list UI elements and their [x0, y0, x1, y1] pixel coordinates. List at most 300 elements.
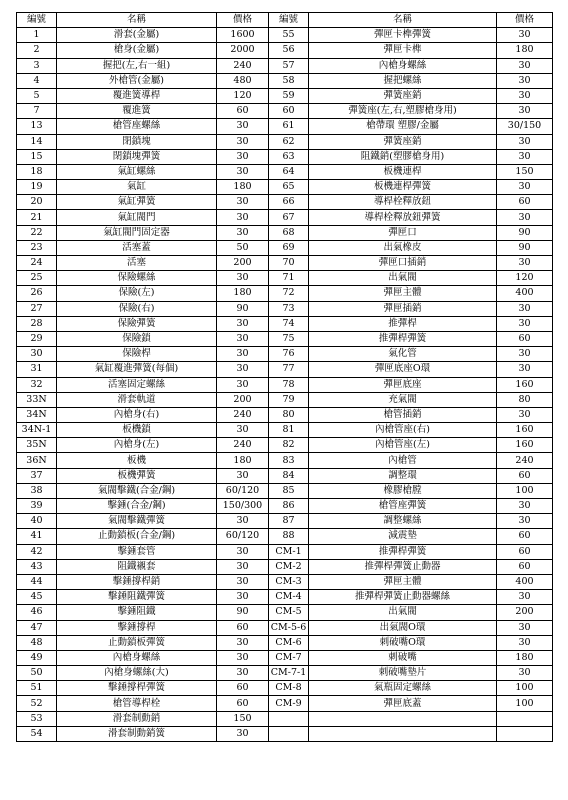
left-name-cell: 擊錘(合金/鋼)	[57, 499, 217, 514]
right-price-cell: 400	[497, 286, 553, 301]
left-price-cell: 180	[217, 453, 269, 468]
left-price-cell: 30	[217, 316, 269, 331]
right-price-cell: 160	[497, 377, 553, 392]
right-number-cell: 58	[269, 73, 309, 88]
table-row	[17, 605, 553, 620]
right-number-cell: 84	[269, 468, 309, 483]
left-number-cell: 34N	[17, 407, 57, 422]
right-name-cell: 推彈桿彈簧止動器	[309, 559, 497, 574]
left-price-cell: 150/300	[217, 499, 269, 514]
left-price-cell: 180	[217, 286, 269, 301]
right-number-cell: 72	[269, 286, 309, 301]
left-price-cell: 180	[217, 180, 269, 195]
left-name-cell: 槍管導桿栓	[57, 696, 217, 711]
right-number-cell: 83	[269, 453, 309, 468]
right-price-cell: 240	[497, 453, 553, 468]
right-price-cell: 150	[497, 164, 553, 179]
left-number-cell: 19	[17, 180, 57, 195]
right-number-cell: 74	[269, 316, 309, 331]
left-price-cell: 30	[217, 271, 269, 286]
right-name-cell: 刺破嘴O環	[309, 635, 497, 650]
right-name-cell: 槍管插銷	[309, 407, 497, 422]
left-name-cell: 保險鎖	[57, 331, 217, 346]
left-number-cell: 2	[17, 43, 57, 58]
left-number-cell: 21	[17, 210, 57, 225]
right-price-cell: 30	[497, 362, 553, 377]
right-number-cell: 88	[269, 529, 309, 544]
table-row	[17, 453, 553, 468]
left-number-cell: 29	[17, 331, 57, 346]
right-name-cell: 槍帶環 塑膠/金屬	[309, 119, 497, 134]
table-row	[17, 271, 553, 286]
left-name-cell: 擊錘撐桿彈簧	[57, 681, 217, 696]
right-name-cell: 內槍管座(右)	[309, 423, 497, 438]
right-name-cell: 槍管座彈簧	[309, 499, 497, 514]
table-row	[17, 377, 553, 392]
table-row	[17, 696, 553, 711]
right-number-cell: 85	[269, 483, 309, 498]
right-price-cell: 30	[497, 28, 553, 43]
left-number-cell: 40	[17, 514, 57, 529]
left-name-cell: 滑套制動銷	[57, 711, 217, 726]
left-name-cell: 內槍身螺絲	[57, 650, 217, 665]
left-name-cell: 外槍管(金屬)	[57, 73, 217, 88]
right-price-cell: 160	[497, 423, 553, 438]
left-price-cell: 30	[217, 726, 269, 741]
right-number-cell: CM-1	[269, 544, 309, 559]
left-number-cell: 20	[17, 195, 57, 210]
left-price-cell: 30	[217, 650, 269, 665]
left-name-cell: 內槍身(左)	[57, 438, 217, 453]
right-price-cell: 200	[497, 605, 553, 620]
right-name-cell: 推彈桿彈簧止動器螺絲	[309, 590, 497, 605]
left-name-cell: 覆進簧導桿	[57, 88, 217, 103]
left-number-cell: 39	[17, 499, 57, 514]
right-number-cell: 63	[269, 149, 309, 164]
right-price-cell: 30/150	[497, 119, 553, 134]
table-row	[17, 620, 553, 635]
right-name-cell: 彈簧座銷	[309, 88, 497, 103]
table-row	[17, 331, 553, 346]
right-number-cell: CM-9	[269, 696, 309, 711]
right-number-cell: CM-5	[269, 605, 309, 620]
right-number-cell: 71	[269, 271, 309, 286]
right-price-cell: 60	[497, 559, 553, 574]
left-price-cell: 90	[217, 605, 269, 620]
right-number-cell: 69	[269, 240, 309, 255]
left-price-cell: 240	[217, 58, 269, 73]
right-number-cell: 79	[269, 392, 309, 407]
left-name-cell: 止動鎖板彈簧	[57, 635, 217, 650]
right-name-cell: 減震墊	[309, 529, 497, 544]
table-row	[17, 58, 553, 73]
table-row	[17, 438, 553, 453]
table-row	[17, 650, 553, 665]
table-row	[17, 104, 553, 119]
right-price-cell: 80	[497, 392, 553, 407]
right-price-cell: 30	[497, 210, 553, 225]
left-price-cell: 30	[217, 666, 269, 681]
left-price-cell: 30	[217, 210, 269, 225]
left-number-cell: 42	[17, 544, 57, 559]
left-name-cell: 板機鎖	[57, 423, 217, 438]
left-number-cell: 51	[17, 681, 57, 696]
right-number-cell: 67	[269, 210, 309, 225]
left-number-cell: 32	[17, 377, 57, 392]
left-number-cell: 45	[17, 590, 57, 605]
right-price-cell: 30	[497, 635, 553, 650]
header-price-right: 價格	[497, 13, 553, 28]
left-price-cell: 30	[217, 134, 269, 149]
right-name-cell: 推彈桿	[309, 316, 497, 331]
right-price-cell: 60	[497, 468, 553, 483]
left-price-cell: 60/120	[217, 529, 269, 544]
left-name-cell: 氣缸彈簧	[57, 195, 217, 210]
right-name-cell: 充氣閥	[309, 392, 497, 407]
left-price-cell: 30	[217, 331, 269, 346]
table-row	[17, 316, 553, 331]
table-row	[17, 590, 553, 605]
left-name-cell: 氣缸閥門	[57, 210, 217, 225]
table-row	[17, 119, 553, 134]
right-name-cell: 氣瓶固定螺絲	[309, 681, 497, 696]
right-price-cell: 160	[497, 438, 553, 453]
right-number-cell: 76	[269, 347, 309, 362]
right-number-cell: 60	[269, 104, 309, 119]
right-number-cell	[269, 726, 309, 741]
left-number-cell: 37	[17, 468, 57, 483]
right-price-cell: 30	[497, 301, 553, 316]
right-number-cell: 55	[269, 28, 309, 43]
header-name-left: 名稱	[57, 13, 217, 28]
right-number-cell: 66	[269, 195, 309, 210]
left-name-cell: 擊錘阻鐵	[57, 605, 217, 620]
right-number-cell: 61	[269, 119, 309, 134]
right-name-cell: 內槍管	[309, 453, 497, 468]
left-name-cell: 閉鎖塊彈簧	[57, 149, 217, 164]
left-price-cell: 30	[217, 195, 269, 210]
left-name-cell: 氣閥擊鐵彈簧	[57, 514, 217, 529]
right-price-cell: 180	[497, 650, 553, 665]
left-name-cell: 擊錘撐桿	[57, 620, 217, 635]
right-name-cell: 彈匣卡榫	[309, 43, 497, 58]
left-price-cell: 60	[217, 681, 269, 696]
right-number-cell: 64	[269, 164, 309, 179]
left-price-cell: 30	[217, 574, 269, 589]
right-number-cell: 87	[269, 514, 309, 529]
left-price-cell: 60	[217, 696, 269, 711]
right-price-cell	[497, 711, 553, 726]
table-row	[17, 574, 553, 589]
right-number-cell: 56	[269, 43, 309, 58]
right-price-cell: 30	[497, 347, 553, 362]
left-price-cell: 30	[217, 225, 269, 240]
left-price-cell: 30	[217, 164, 269, 179]
left-number-cell: 14	[17, 134, 57, 149]
table-row	[17, 134, 553, 149]
table-row	[17, 666, 553, 681]
right-price-cell: 120	[497, 271, 553, 286]
left-number-cell: 36N	[17, 453, 57, 468]
left-number-cell: 27	[17, 301, 57, 316]
table-row	[17, 423, 553, 438]
table-row	[17, 635, 553, 650]
table-row	[17, 362, 553, 377]
right-number-cell: 82	[269, 438, 309, 453]
right-name-cell: 彈匣主體	[309, 286, 497, 301]
left-price-cell: 60/120	[217, 483, 269, 498]
table-row	[17, 681, 553, 696]
left-number-cell: 54	[17, 726, 57, 741]
right-number-cell: CM-6	[269, 635, 309, 650]
left-name-cell: 內槍身(右)	[57, 407, 217, 422]
right-name-cell: 導桿栓釋放鈕	[309, 195, 497, 210]
right-name-cell: 調整環	[309, 468, 497, 483]
table-row	[17, 88, 553, 103]
left-number-cell: 47	[17, 620, 57, 635]
right-number-cell: 78	[269, 377, 309, 392]
left-name-cell: 滑套制動銷簧	[57, 726, 217, 741]
left-name-cell: 保險(右)	[57, 301, 217, 316]
header-number-left: 編號	[17, 13, 57, 28]
left-price-cell: 30	[217, 149, 269, 164]
right-name-cell: 彈匣口插銷	[309, 256, 497, 271]
left-price-cell: 2000	[217, 43, 269, 58]
table-row	[17, 468, 553, 483]
right-name-cell	[309, 711, 497, 726]
right-name-cell: 彈簧座(左,右,塑膠槍身用)	[309, 104, 497, 119]
right-price-cell: 100	[497, 696, 553, 711]
left-name-cell: 擊錘撐桿銷	[57, 574, 217, 589]
right-price-cell: 30	[497, 88, 553, 103]
left-name-cell: 氣缸閥門固定器	[57, 225, 217, 240]
right-name-cell: 板機連桿彈簧	[309, 180, 497, 195]
left-price-cell: 200	[217, 392, 269, 407]
left-name-cell: 內槍身螺絲(大)	[57, 666, 217, 681]
right-number-cell: 75	[269, 331, 309, 346]
left-name-cell: 活塞固定螺絲	[57, 377, 217, 392]
left-price-cell: 240	[217, 407, 269, 422]
right-name-cell: 板機連桿	[309, 164, 497, 179]
right-name-cell: 出氣閥	[309, 271, 497, 286]
left-name-cell: 擊錘阻鐵彈簧	[57, 590, 217, 605]
right-name-cell: 橡膠槍膛	[309, 483, 497, 498]
left-price-cell: 30	[217, 635, 269, 650]
left-number-cell: 4	[17, 73, 57, 88]
table-row	[17, 286, 553, 301]
right-number-cell: 77	[269, 362, 309, 377]
left-number-cell: 1	[17, 28, 57, 43]
table-row	[17, 711, 553, 726]
left-name-cell: 阻鐵襯套	[57, 559, 217, 574]
left-number-cell: 53	[17, 711, 57, 726]
right-name-cell: 彈匣底蓋	[309, 696, 497, 711]
left-number-cell: 44	[17, 574, 57, 589]
right-number-cell	[269, 711, 309, 726]
right-name-cell: 氣化管	[309, 347, 497, 362]
left-number-cell: 15	[17, 149, 57, 164]
parts-table	[16, 12, 553, 742]
right-price-cell: 30	[497, 180, 553, 195]
left-price-cell: 150	[217, 711, 269, 726]
table-row	[17, 407, 553, 422]
left-name-cell: 活塞	[57, 256, 217, 271]
right-number-cell: CM-4	[269, 590, 309, 605]
left-price-cell: 30	[217, 119, 269, 134]
table-row	[17, 225, 553, 240]
left-price-cell: 30	[217, 559, 269, 574]
left-number-cell: 26	[17, 286, 57, 301]
right-name-cell: 彈匣插銷	[309, 301, 497, 316]
right-price-cell: 180	[497, 43, 553, 58]
left-price-cell: 30	[217, 544, 269, 559]
right-price-cell: 30	[497, 407, 553, 422]
right-name-cell: 彈匣底座	[309, 377, 497, 392]
right-name-cell: 刺破嘴墊片	[309, 666, 497, 681]
table-row	[17, 73, 553, 88]
left-price-cell: 200	[217, 256, 269, 271]
right-name-cell: 導桿栓釋放鈕彈簧	[309, 210, 497, 225]
right-price-cell: 30	[497, 499, 553, 514]
right-name-cell: 彈簧座銷	[309, 134, 497, 149]
table-row	[17, 210, 553, 225]
left-number-cell: 33N	[17, 392, 57, 407]
right-number-cell: CM-5-6	[269, 620, 309, 635]
right-number-cell: 86	[269, 499, 309, 514]
right-price-cell: 30	[497, 149, 553, 164]
right-number-cell: 57	[269, 58, 309, 73]
header-name-right: 名稱	[309, 13, 497, 28]
left-name-cell: 保險彈簧	[57, 316, 217, 331]
right-number-cell: CM-3	[269, 574, 309, 589]
right-price-cell: 30	[497, 666, 553, 681]
right-price-cell: 30	[497, 104, 553, 119]
right-name-cell: 出氣橡皮	[309, 240, 497, 255]
left-name-cell: 氣缸	[57, 180, 217, 195]
left-price-cell: 90	[217, 301, 269, 316]
table-row	[17, 195, 553, 210]
table-row	[17, 392, 553, 407]
left-number-cell: 46	[17, 605, 57, 620]
table-row	[17, 499, 553, 514]
right-price-cell: 30	[497, 256, 553, 271]
left-number-cell: 3	[17, 58, 57, 73]
left-name-cell: 覆進簧	[57, 104, 217, 119]
table-row	[17, 544, 553, 559]
right-price-cell: 100	[497, 483, 553, 498]
right-price-cell: 90	[497, 240, 553, 255]
right-number-cell: CM-7	[269, 650, 309, 665]
left-number-cell: 22	[17, 225, 57, 240]
right-name-cell: 彈匣口	[309, 225, 497, 240]
left-name-cell: 閉鎖塊	[57, 134, 217, 149]
table-row	[17, 559, 553, 574]
left-number-cell: 43	[17, 559, 57, 574]
left-number-cell: 30	[17, 347, 57, 362]
right-price-cell: 60	[497, 195, 553, 210]
left-name-cell: 氣缸螺絲	[57, 164, 217, 179]
left-price-cell: 30	[217, 362, 269, 377]
header-number-right: 編號	[269, 13, 309, 28]
right-price-cell: 30	[497, 73, 553, 88]
left-price-cell: 30	[217, 514, 269, 529]
left-price-cell: 1600	[217, 28, 269, 43]
table-row	[17, 301, 553, 316]
right-number-cell: 80	[269, 407, 309, 422]
left-name-cell: 槍管座螺絲	[57, 119, 217, 134]
right-name-cell: 推彈桿彈簧	[309, 331, 497, 346]
right-name-cell: 內槍身螺絲	[309, 58, 497, 73]
left-price-cell: 60	[217, 104, 269, 119]
right-name-cell: 刺破嘴	[309, 650, 497, 665]
header-row	[17, 13, 553, 28]
left-price-cell: 60	[217, 620, 269, 635]
right-name-cell: 阻鐵銷(塑膠槍身用)	[309, 149, 497, 164]
left-price-cell: 480	[217, 73, 269, 88]
table-row	[17, 529, 553, 544]
left-number-cell: 50	[17, 666, 57, 681]
table-row	[17, 164, 553, 179]
table-row	[17, 347, 553, 362]
left-name-cell: 滑套(金屬)	[57, 28, 217, 43]
left-name-cell: 滑套軌道	[57, 392, 217, 407]
left-name-cell: 擊錘套管	[57, 544, 217, 559]
left-number-cell: 5	[17, 88, 57, 103]
left-number-cell: 23	[17, 240, 57, 255]
table-row	[17, 180, 553, 195]
right-number-cell: 65	[269, 180, 309, 195]
right-name-cell: 推彈桿彈簧	[309, 544, 497, 559]
left-number-cell: 41	[17, 529, 57, 544]
left-number-cell: 38	[17, 483, 57, 498]
right-price-cell: 30	[497, 514, 553, 529]
right-name-cell: 彈匣卡榫彈簧	[309, 28, 497, 43]
table-row	[17, 43, 553, 58]
right-name-cell: 握把螺絲	[309, 73, 497, 88]
left-number-cell: 7	[17, 104, 57, 119]
right-name-cell: 調整螺絲	[309, 514, 497, 529]
table-row	[17, 28, 553, 43]
table-body	[17, 28, 553, 742]
left-number-cell: 48	[17, 635, 57, 650]
left-name-cell: 保險桿	[57, 347, 217, 362]
left-number-cell: 24	[17, 256, 57, 271]
right-name-cell: 出氣閥O環	[309, 620, 497, 635]
left-number-cell: 18	[17, 164, 57, 179]
right-name-cell: 彈匣底座O環	[309, 362, 497, 377]
table-row	[17, 240, 553, 255]
right-price-cell: 30	[497, 58, 553, 73]
right-price-cell: 400	[497, 574, 553, 589]
left-number-cell: 13	[17, 119, 57, 134]
parts-price-list	[16, 12, 552, 742]
right-number-cell: 68	[269, 225, 309, 240]
left-price-cell: 240	[217, 438, 269, 453]
right-number-cell: CM-2	[269, 559, 309, 574]
left-number-cell: 34N-1	[17, 423, 57, 438]
right-price-cell: 60	[497, 331, 553, 346]
left-number-cell: 31	[17, 362, 57, 377]
table-row	[17, 256, 553, 271]
left-price-cell: 30	[217, 347, 269, 362]
right-number-cell: 70	[269, 256, 309, 271]
right-price-cell: 30	[497, 590, 553, 605]
right-number-cell: CM-8	[269, 681, 309, 696]
right-name-cell: 彈匣主體	[309, 574, 497, 589]
right-price-cell: 100	[497, 681, 553, 696]
left-name-cell: 槍身(金屬)	[57, 43, 217, 58]
right-number-cell: 73	[269, 301, 309, 316]
